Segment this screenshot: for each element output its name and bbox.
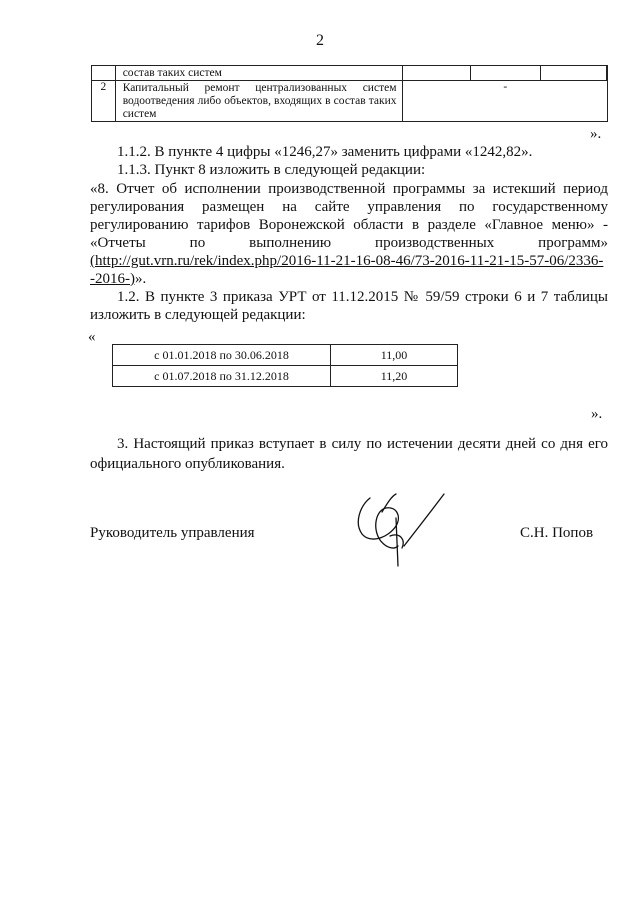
paragraph-3-line1: 3. Настоящий приказ вступает в силу по истечении десяти дней со дня его	[117, 436, 608, 452]
paragraph-8-line6: -2016-)».	[90, 271, 147, 287]
paragraph-1-2-line1: 1.2. В пункте 3 приказа УРТ от 11.12.2015 № 59/59 строки 6 и 7 таблицы	[117, 289, 608, 305]
table-row	[92, 81, 608, 122]
page-number: 2	[316, 32, 324, 49]
paragraph-8-line2: регулирования размещен на сайте управления по государственному	[90, 199, 608, 215]
paragraph-1-1-2: 1.1.2. В пункте 4 цифры «1246,27» заменить цифрами «1242,82».	[117, 144, 533, 160]
signatory-position: Руководитель управления	[90, 525, 255, 541]
reports-link-cont[interactable]: -2016-)	[90, 271, 135, 287]
opening-quote: «	[88, 329, 96, 345]
table-cell-num: 2	[92, 81, 116, 122]
paragraph-3-line2: официального опубликования.	[90, 456, 285, 472]
paragraph-8-line5	[90, 252, 608, 271]
value-cell: 11,20	[331, 366, 458, 387]
signatory-name: С.Н. Попов	[520, 525, 594, 541]
period-cell: с 01.07.2018 по 31.12.2018	[113, 366, 331, 387]
tariff-table-continuation	[91, 65, 608, 122]
paragraph-8-line1: «8. Отчет об исполнении производственной программы за истекший период	[90, 181, 608, 197]
paragraph-1-2-line2: изложить в следующей редакции:	[90, 307, 306, 323]
table-cell-dash: -	[403, 81, 608, 122]
value-cell: 11,00	[331, 345, 458, 366]
paragraph-8-line4: «Отчеты по выполнению производственных программ»	[90, 235, 608, 251]
table-cell-desc: Капитальный ремонт централизованных систем водоотведения либо объектов, входящих в состав таких систем	[115, 81, 403, 122]
rates-table	[112, 344, 458, 387]
closing-quote: ».	[590, 126, 602, 142]
table-row	[113, 345, 458, 366]
paragraph-1-1-3: 1.1.3. Пункт 8 изложить в следующей редакции:	[117, 162, 426, 178]
handwritten-signature	[340, 488, 450, 578]
paragraph-8-line3: регулированию тарифов Воронежской области в разделе «Главное меню» -	[90, 217, 608, 233]
table-cell-desc: состав таких систем	[115, 66, 403, 81]
period-cell: с 01.01.2018 по 30.06.2018	[113, 345, 331, 366]
reports-link[interactable]: (http://gut.vrn.ru/rek/index.php/2016-11-21-16-08-46/73-2016-11-21-15-57-06/2336-	[90, 253, 604, 269]
table-row	[92, 66, 608, 81]
closing-quote-2: ».	[591, 406, 603, 422]
table-row	[113, 366, 458, 387]
